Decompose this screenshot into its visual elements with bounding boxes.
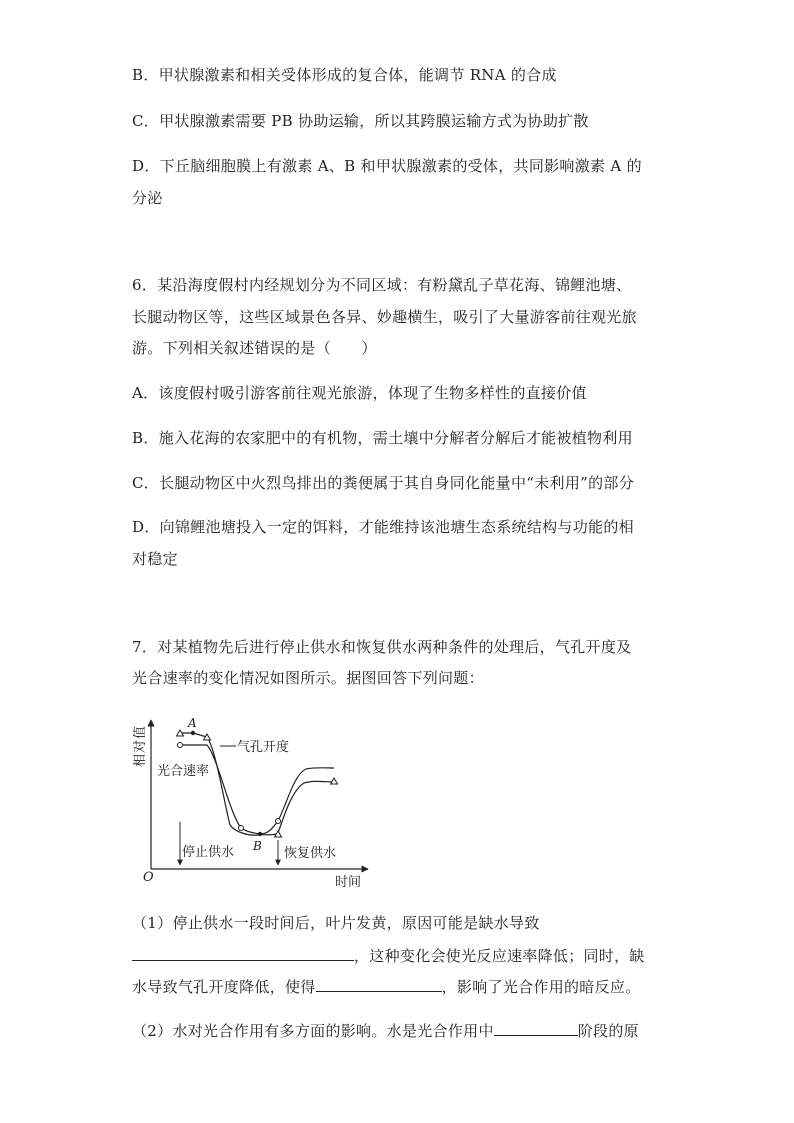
q6-stem-line1: 6．某沿海度假村内经规划分为不同区域：有粉黛乱子草花海、锦鲤池塘、	[132, 276, 632, 294]
origin-label: O	[143, 870, 154, 885]
q7-sub1-line2-text: ，这种变化会使光反应速率降低；同时，缺	[354, 947, 645, 965]
q7-sub1-line2	[132, 946, 645, 965]
resume-water-label: 恢复供水	[284, 846, 337, 861]
q5-option-d-line2: 分泌	[132, 189, 163, 207]
q5-option-c: C．甲状腺激素需要 PB 协助运输，所以其跨膜运输方式为协助扩散	[132, 112, 589, 130]
q7-sub1-line3-text-a: 水导致气孔开度降低，使得	[132, 978, 316, 996]
point-a-marker	[191, 731, 195, 735]
point-a-label: A	[188, 716, 197, 730]
stomata-label: 气孔开度	[237, 740, 290, 755]
answer-blank-2[interactable]	[316, 977, 442, 992]
q6-option-d-line1: D．向锦鲤池塘投入一定的饵料，才能维持该池塘生态系统结构与功能的相	[132, 518, 634, 536]
q6-option-a: A．该度假村吸引游客前往观光旅游，体现了生物多样性的直接价值	[132, 384, 587, 402]
q7-sub1-line3-text-b: ，影响了光合作用的暗反应。	[441, 978, 641, 996]
point-b-label: B	[253, 839, 262, 853]
q7-sub2-line1	[132, 1021, 639, 1040]
y-axis-label: 相对值	[133, 724, 148, 767]
q5-option-d-line1: D．下丘脑细胞膜上有激素 A、B 和甲状腺激素的受体，共同影响激素 A 的	[132, 157, 642, 175]
q6-option-d-line2: 对稳定	[132, 550, 178, 568]
q6-stem-line3: 游。下列相关叙述错误的是（ ）	[132, 339, 377, 357]
photosynthesis-curve	[180, 745, 334, 834]
photosynthesis-label: 光合速率	[157, 764, 210, 779]
stop-water-label: 停止供水	[182, 845, 235, 860]
q7-stem-line2: 光合速率的变化情况如图所示。据图回答下列问题：	[132, 669, 484, 687]
q7-sub2-text-a: （2）水对光合作用有多方面的影响。水是光合作用中	[132, 1022, 494, 1040]
photo-marker-drop	[239, 826, 244, 831]
q7-sub1-line1: （1）停止供水一段时间后，叶片发黄，原因可能是缺水导致	[132, 914, 540, 932]
q7-stem-line1: 7．对某植物先后进行停止供水和恢复供水两种条件的处理后，气孔开度及	[132, 638, 632, 656]
stomata-marker-drop	[204, 734, 211, 740]
photo-marker-recover	[276, 819, 281, 824]
q6-stem-line2: 长腿动物区等，这些区域景色各异、妙趣横生，吸引了大量游客前往观光旅	[132, 308, 637, 326]
q5-option-b: B．甲状腺激素和相关受体形成的复合体，能调节 RNA 的合成	[132, 66, 557, 84]
point-b-marker	[258, 832, 262, 836]
photo-marker-start	[178, 743, 183, 748]
q6-option-b: B．施入花海的农家肥中的有机物，需土壤中分解者分解后才能被植物利用	[132, 429, 633, 447]
q7-figure	[132, 712, 382, 894]
answer-blank-3[interactable]	[494, 1021, 578, 1036]
x-axis-label: 时间	[335, 875, 362, 890]
q7-sub2-text-b: 阶段的原	[577, 1022, 639, 1040]
q6-option-c: C．长腿动物区中火烈鸟排出的粪便属于其自身同化能量中“未利用”的部分	[132, 474, 635, 492]
stomata-marker-end	[331, 778, 338, 784]
answer-blank-1[interactable]	[132, 946, 354, 961]
q7-sub1-line3	[132, 977, 641, 996]
